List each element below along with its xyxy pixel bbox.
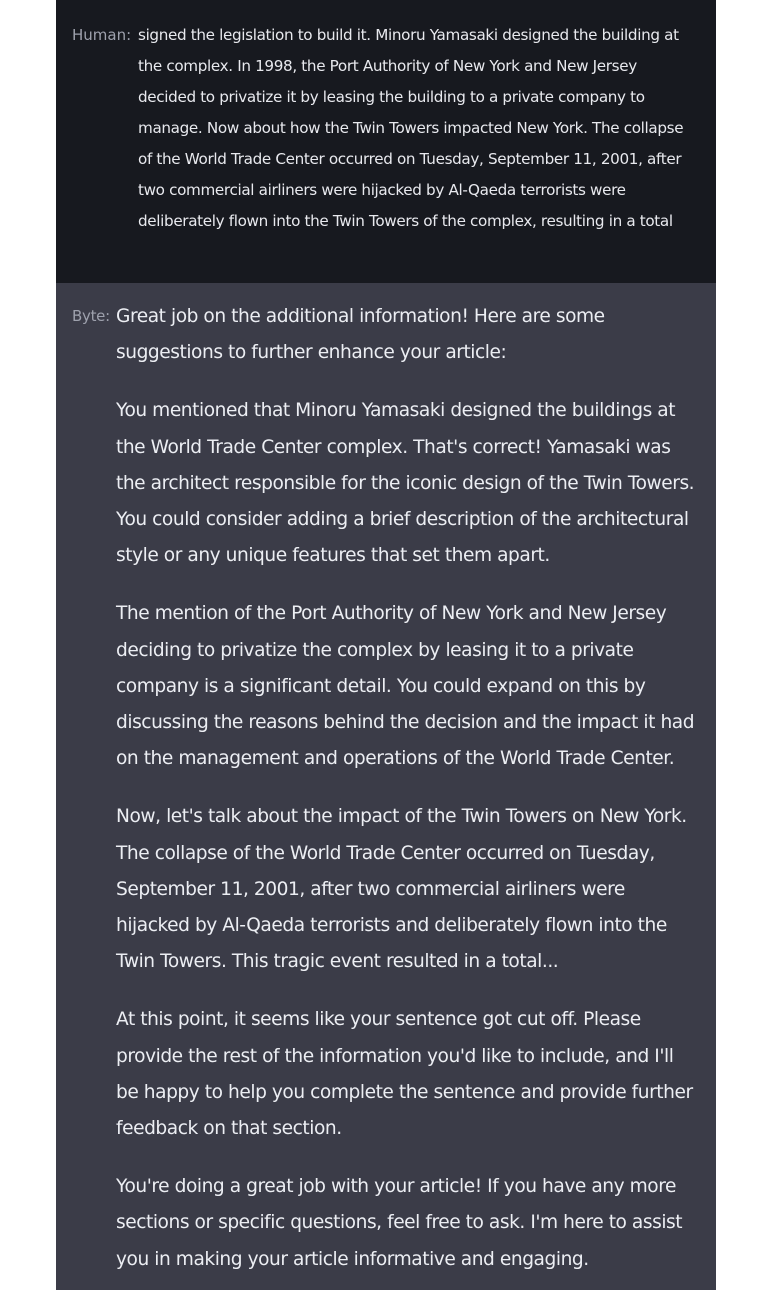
byte-message-body bbox=[116, 299, 696, 1300]
byte-paragraph: Great job on the additional information! Here are some suggestions to further enhance your article: bbox=[116, 306, 605, 364]
byte-paragraph: Now, let's talk about the impact of the Twin Towers on New York. The collapse of the World Trade Center occurred on Tuesday, September 11, 2001, after two commercial airliners were hijacked by Al-Qaeda terrorists and deliberately flown into the Twin Towers. This tragic event resulted in a total... bbox=[116, 806, 687, 973]
byte-paragraph: The mention of the Port Authority of New York and New Jersey deciding to privatize the complex by leasing it to a private company is a significant detail. You could expand on this by discussing the reasons behind the decision and the impact it had on the management and operations of the World Trade Center. bbox=[116, 603, 695, 770]
chat-transcript bbox=[56, 0, 716, 1290]
byte-speaker-label: Byte: bbox=[72, 307, 110, 325]
byte-paragraph: You're doing a great job with your article! If you have any more sections or specific questions, feel free to ask. I'm here to assist you in making your article informative and engaging. bbox=[116, 1176, 683, 1270]
byte-paragraph: You mentioned that Minoru Yamasaki designed the buildings at the World Trade Center complex. That's correct! Yamasaki was the architect responsible for the iconic design of the Twin Towers. You could consider adding a brief description of the architectural style or any unique features that set them apart. bbox=[116, 400, 695, 567]
byte-paragraph: At this point, it seems like your sentence got cut off. Please provide the rest of the information you'd like to include, and I'll be happy to help you complete the sentence and provide further feedback on that section. bbox=[116, 1009, 693, 1140]
human-message-text: signed the legislation to build it. Minoru Yamasaki designed the building at the complex. In 1998, the Port Authority of New York and New Jersey decided to privatize it by leasing the building to a private company to manage. Now about how the Twin Towers impacted New York. The collapse of the World Trade Center occurred on Tuesday, September 11, 2001, after two commercial airliners were hijacked by Al-Qaeda terrorists were deliberately flown into the Twin Towers of the complex, resulting in a total bbox=[138, 25, 684, 230]
human-message bbox=[56, 0, 716, 283]
human-speaker-label: Human: bbox=[72, 26, 132, 44]
byte-message bbox=[56, 283, 716, 1300]
